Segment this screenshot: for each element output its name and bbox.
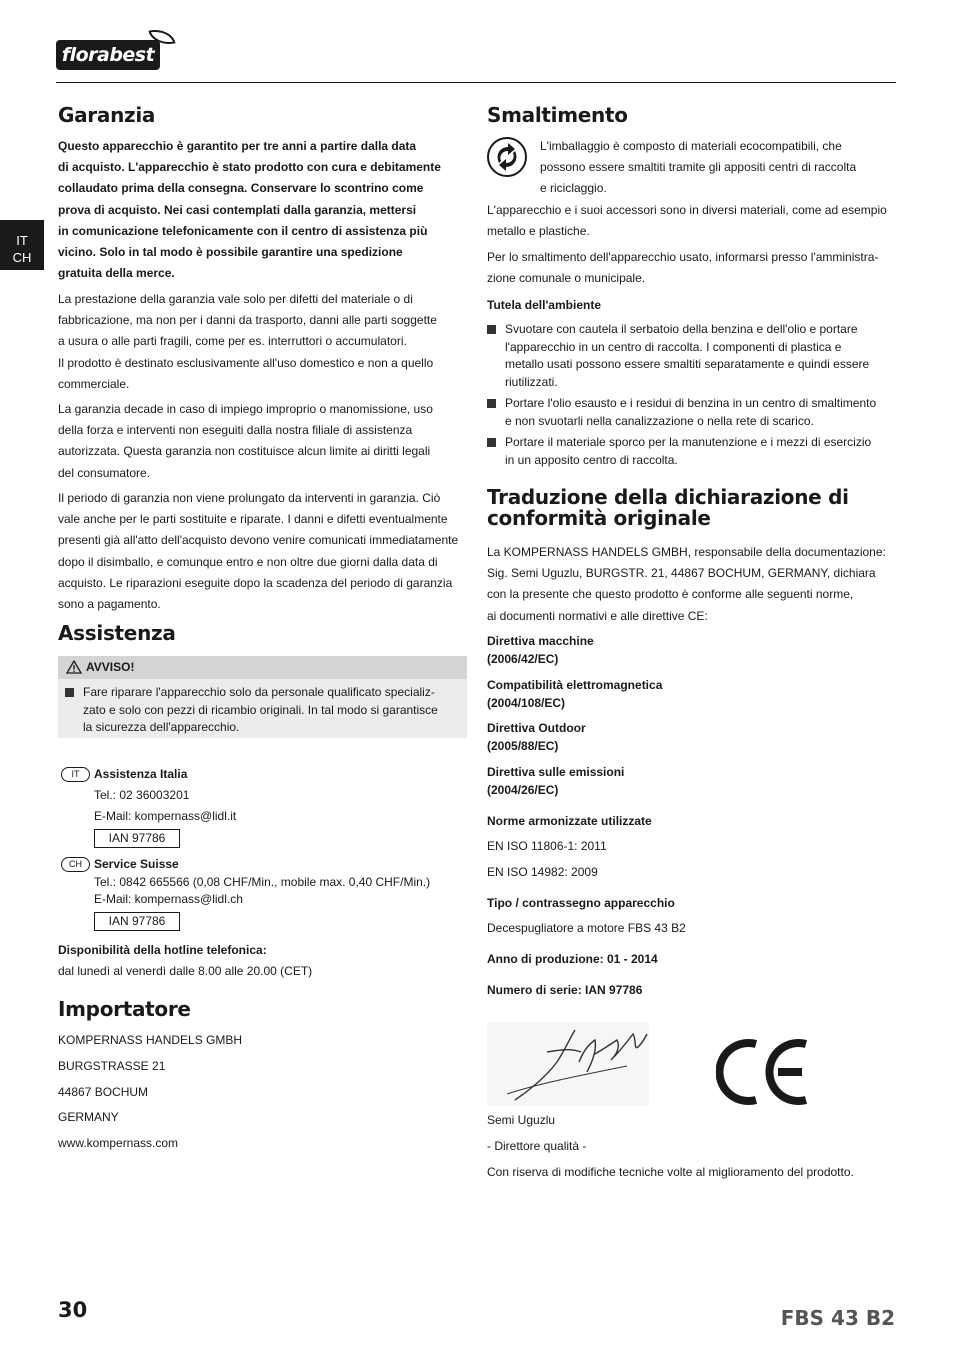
service-email-ch: E-Mail: kompernass@lidl.ch bbox=[94, 892, 243, 906]
text-line: collaudato prima della consegna. Conservare lo scontrino come bbox=[58, 181, 424, 196]
florabest-logo bbox=[56, 40, 160, 70]
title-line: conformità originale bbox=[487, 506, 711, 530]
warning-triangle-icon bbox=[66, 660, 82, 674]
logo-text: florabest bbox=[61, 44, 155, 66]
environment-bullet-3 bbox=[505, 434, 895, 469]
text-line: Questo apparecchio è garantito per tre anni a partire dalla data bbox=[58, 139, 417, 153]
country-badge-it: IT bbox=[61, 767, 90, 782]
text-line: L'apparecchio e i suoi accessori sono in diversi materiali, come ad esempio bbox=[487, 203, 887, 217]
text-line: (2004/108/EC) bbox=[487, 695, 566, 710]
service-tel-it: Tel.: 02 36003201 bbox=[94, 788, 190, 802]
text-line: ai documenti normativi e alle direttive CE: bbox=[487, 608, 708, 623]
text-line: L'imballaggio è composto di materiali ecocompatibili, che bbox=[540, 139, 842, 153]
text-line: di acquisto. L'apparecchio è stato prodotto con cura e debitamente bbox=[58, 160, 441, 175]
smaltimento-title: Smaltimento bbox=[487, 103, 628, 127]
language-tab bbox=[0, 220, 44, 270]
ce-mark-icon bbox=[716, 1038, 810, 1106]
importer-line: GERMANY bbox=[58, 1110, 119, 1124]
garanzia-intro bbox=[58, 136, 466, 284]
text-line: La garanzia decade in caso di impiego improprio o manomissione, uso bbox=[58, 402, 433, 416]
text-line: a usura o alle parti fragili, come per es. interruttori o accumulatori. bbox=[58, 334, 407, 349]
text-line: (2005/88/EC) bbox=[487, 738, 559, 753]
serial-number: Numero di serie: IAN 97786 bbox=[487, 983, 643, 997]
dichiarazione-title bbox=[487, 487, 897, 529]
title-line: Traduzione della dichiarazione di bbox=[487, 485, 849, 509]
service-name-it: Assistenza Italia bbox=[94, 767, 188, 781]
text-line: La KOMPERNASS HANDELS GMBH, responsabile della documentazione: bbox=[487, 545, 886, 559]
norm-item: EN ISO 14982: 2009 bbox=[487, 865, 598, 879]
text-line: in un apposito centro di raccolta. bbox=[505, 452, 678, 467]
text-line: fabbricazione, ma non per i danni da trasporto, danni alle parti soggette bbox=[58, 313, 437, 328]
production-year: Anno di produzione: 01 - 2014 bbox=[487, 952, 658, 966]
text-line: Portare il materiale sporco per la manutenzione e i mezzi di esercizio bbox=[505, 435, 872, 449]
type-title: Tipo / contrassegno apparecchio bbox=[487, 896, 675, 910]
warning-label: AVVISO! bbox=[86, 660, 135, 674]
hotline-hours: dal lunedì al venerdì dalle 8.00 alle 20.00 (CET) bbox=[58, 964, 313, 978]
text-line: Sig. Semi Uguzlu, BURGSTR. 21, 44867 BOCHUM, GERMANY, dichiara bbox=[487, 566, 876, 581]
ian-box-ch: IAN 97786 bbox=[94, 912, 180, 931]
text-line: l'apparecchio in un centro di raccolta. I componenti di plastica e bbox=[505, 339, 842, 354]
garanzia-paragraph-1 bbox=[58, 289, 466, 395]
text-line: Portare l'olio esausto e i residui di benzina in un centro di smaltimento bbox=[505, 396, 877, 410]
warning-text bbox=[83, 684, 463, 737]
directive-3 bbox=[487, 720, 897, 755]
text-line: zato e solo con pezzi di ricambio originali. In tal modo si garantisce bbox=[83, 702, 438, 717]
lang-it: IT bbox=[16, 233, 28, 248]
type-value: Decespugliatore a motore FBS 43 B2 bbox=[487, 921, 686, 935]
text-line: autorizzata. Questa garanzia non costituisce alcun limite ai diritti legali bbox=[58, 444, 431, 459]
importatore-title: Importatore bbox=[58, 997, 191, 1021]
garanzia-paragraph-3 bbox=[58, 488, 466, 615]
text-line: Fare riparare l'apparecchio solo da personale qualificato specializ- bbox=[83, 685, 435, 699]
text-line: del consumatore. bbox=[58, 465, 151, 480]
smaltimento-paragraph-1 bbox=[487, 200, 897, 242]
text-line: (2006/42/EC) bbox=[487, 651, 559, 666]
warning-header bbox=[58, 656, 467, 679]
bullet-square bbox=[487, 325, 496, 334]
garanzia-paragraph-2 bbox=[58, 399, 466, 484]
text-line: dopo il disimballo, e comunque entro e non oltre due giorni dalla data di bbox=[58, 554, 438, 569]
importer-line: BURGSTRASSE 21 bbox=[58, 1059, 166, 1073]
text-line: riutilizzati. bbox=[505, 374, 558, 389]
service-name-ch: Service Suisse bbox=[94, 857, 179, 871]
signer-role: - Direttore qualità - bbox=[487, 1139, 587, 1153]
recycling-green-dot-icon bbox=[487, 137, 527, 177]
text-line: metallo e plastiche. bbox=[487, 224, 590, 239]
text-line: Direttiva Outdoor bbox=[487, 721, 586, 735]
text-line: Per lo smaltimento dell'apparecchio usato, informarsi presso l'amministra- bbox=[487, 250, 879, 264]
text-line: e non svuotarli nella canalizzazione o nella rete di scarico. bbox=[505, 413, 814, 428]
directive-1 bbox=[487, 633, 897, 668]
lang-ch: CH bbox=[12, 250, 32, 265]
environment-bullet-2 bbox=[505, 395, 895, 430]
header-rule bbox=[56, 82, 896, 83]
page-number: 30 bbox=[58, 1298, 88, 1322]
text-line: acquisto. Le riparazioni eseguite dopo la scadenza del periodo di garanzia bbox=[58, 575, 453, 590]
text-line: gratuita della merce. bbox=[58, 266, 175, 281]
bullet-square bbox=[487, 399, 496, 408]
bullet-square bbox=[487, 438, 496, 447]
importer-line: KOMPERNASS HANDELS GMBH bbox=[58, 1033, 243, 1047]
directive-2 bbox=[487, 677, 897, 712]
text-line: Svuotare con cautela il serbatoio della benzina e dell'olio e portare bbox=[505, 322, 858, 336]
text-line: (2004/26/EC) bbox=[487, 782, 559, 797]
text-line: possono essere smaltiti tramite gli appositi centri di raccolta bbox=[540, 160, 857, 175]
country-badge-ch: CH bbox=[61, 857, 90, 872]
importer-line: 44867 BOCHUM bbox=[58, 1085, 149, 1099]
text-line: sono a pagamento. bbox=[58, 597, 161, 612]
text-line: metallo usati possono essere smaltiti separatamente e quindi essere bbox=[505, 357, 870, 371]
ian-box-it: IAN 97786 bbox=[94, 829, 180, 848]
text-line: e riciclaggio. bbox=[540, 181, 607, 196]
model-name: FBS 43 B2 bbox=[780, 1306, 895, 1330]
text-line: Compatibilità elettromagnetica bbox=[487, 678, 663, 692]
service-tel-ch: Tel.: 0842 665566 (0,08 CHF/Min., mobile max. 0,40 CHF/Min.) bbox=[94, 875, 431, 889]
text-line: vicino. Solo in tal modo è possibile garantire una spedizione bbox=[58, 245, 403, 260]
text-line: della forza e interventi non eseguiti dalla nostra filiale di assistenza bbox=[58, 423, 413, 438]
text-line: presenti già all'atto dell'acquisto devono venire comunicati immediatamente bbox=[58, 533, 459, 548]
signer-name: Semi Uguzlu bbox=[487, 1113, 556, 1127]
packaging-text bbox=[540, 136, 900, 200]
importer-website: www.kompernass.com bbox=[58, 1136, 179, 1150]
declaration-intro bbox=[487, 542, 897, 627]
service-email-it: E-Mail: kompernass@lidl.it bbox=[94, 809, 237, 823]
text-line: zione comunale o municipale. bbox=[487, 271, 646, 286]
text-line: con la presente che questo prodotto è conforme alle seguenti norme, bbox=[487, 587, 854, 602]
hotline-label: Disponibilità della hotline telefonica: bbox=[58, 943, 267, 957]
directive-4 bbox=[487, 764, 897, 799]
signature bbox=[487, 1022, 649, 1106]
garanzia-title: Garanzia bbox=[58, 103, 156, 127]
text-line: Il prodotto è destinato esclusivamente all'uso domestico e non a quello bbox=[58, 355, 434, 370]
text-line: Direttiva sulle emissioni bbox=[487, 765, 625, 779]
norms-title: Norme armonizzate utilizzate bbox=[487, 814, 652, 828]
text-line: in comunicazione telefonicamente con il centro di assistenza più bbox=[58, 223, 428, 238]
text-line: La prestazione della garanzia vale solo per difetti del materiale o di bbox=[58, 292, 413, 306]
text-line: Il periodo di garanzia non viene prolungato da interventi in garanzia. Ciò bbox=[58, 491, 441, 505]
text-line: prova di acquisto. Nei casi contemplati dalla garanzia, mettersi bbox=[58, 202, 417, 217]
text-line: commerciale. bbox=[58, 376, 130, 391]
text-line: Direttiva macchine bbox=[487, 634, 594, 648]
smaltimento-paragraph-2 bbox=[487, 247, 897, 289]
warning-body bbox=[58, 679, 467, 738]
technical-reserve-note: Con riserva di modifiche tecniche volte al miglioramento del prodotto. bbox=[487, 1165, 854, 1179]
text-line: vale anche per le parti sostituite e riparate. I danni e difetti eventualmente bbox=[58, 512, 448, 527]
assistenza-title: Assistenza bbox=[58, 621, 176, 645]
environment-bullet-1 bbox=[505, 321, 895, 391]
bullet-square bbox=[65, 688, 74, 697]
environment-title: Tutela dell'ambiente bbox=[487, 298, 601, 312]
text-line: la sicurezza dell'apparecchio. bbox=[83, 720, 240, 734]
norm-item: EN ISO 11806-1: 2011 bbox=[487, 839, 607, 853]
